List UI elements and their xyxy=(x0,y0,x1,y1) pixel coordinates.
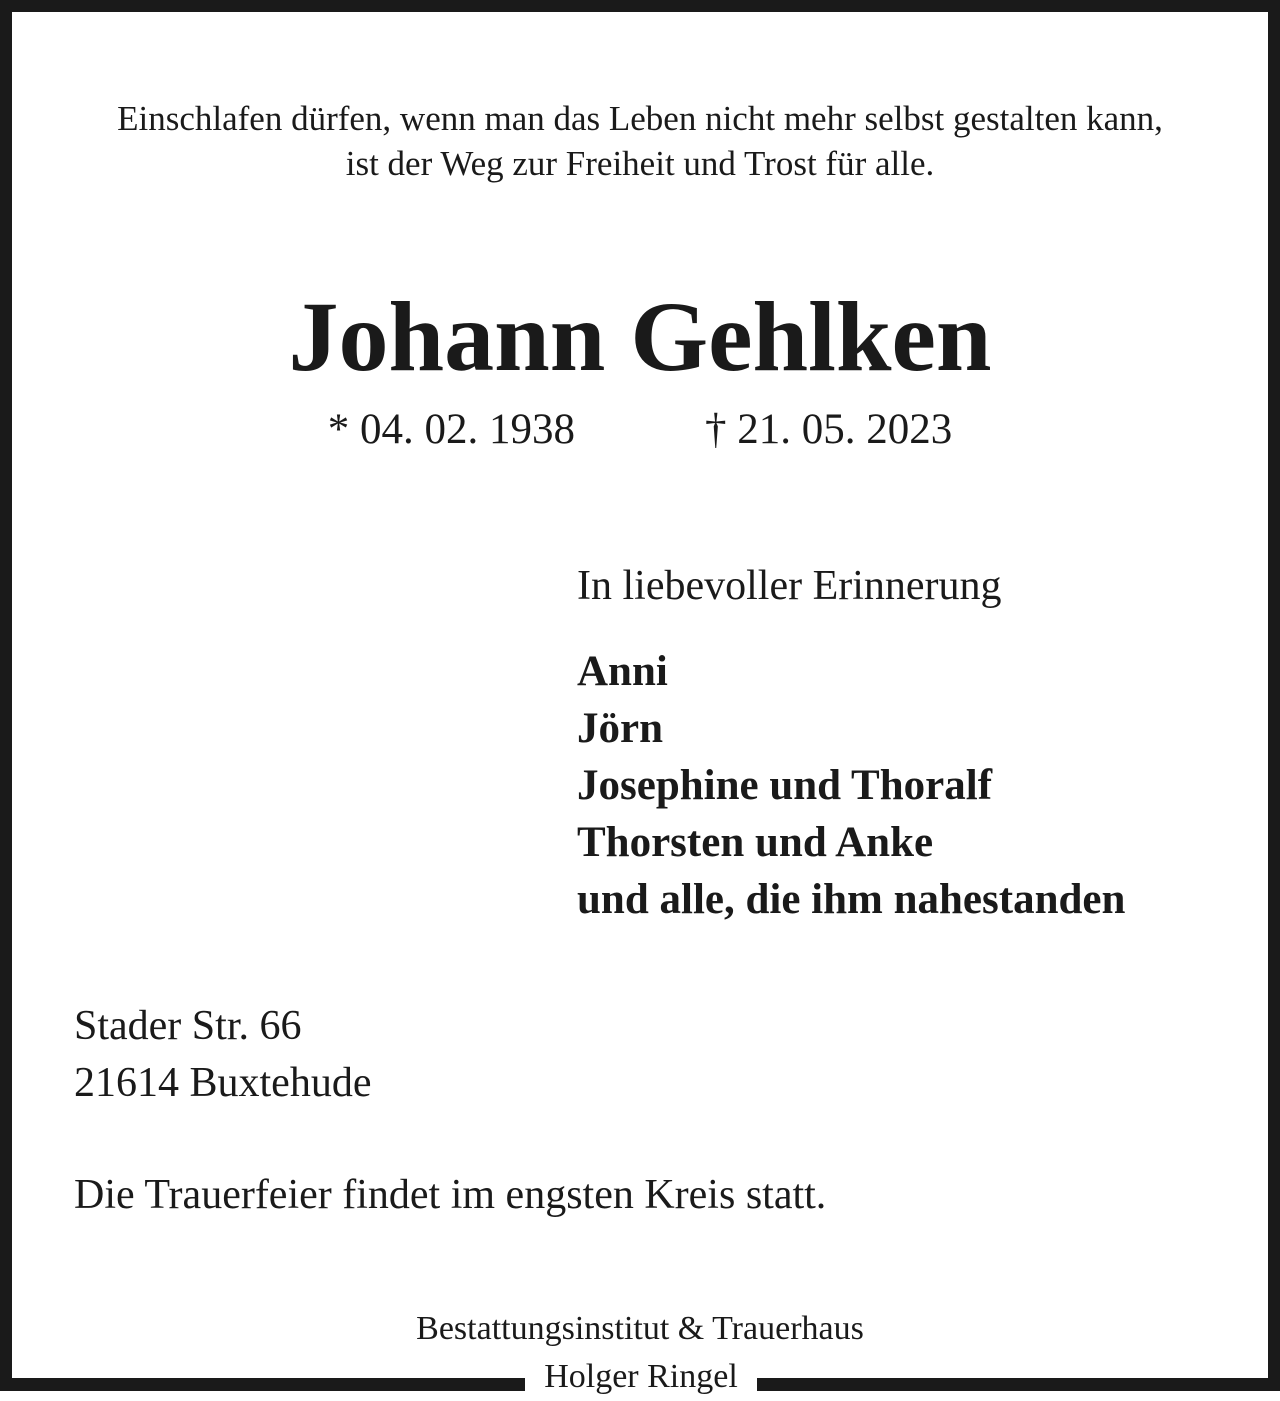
mourner-entry: Josephine und Thoralf xyxy=(577,762,993,809)
life-dates xyxy=(0,404,1280,456)
ceremony-note: Die Trauerfeier findet im engsten Kreis statt. xyxy=(74,1172,827,1218)
mourner-entry: und alle, die ihm nahestanden xyxy=(577,876,1126,923)
frame-border-bottom-left xyxy=(0,1378,525,1391)
mourner-entry: Anni xyxy=(577,648,668,695)
frame-border-bottom-right xyxy=(757,1378,1280,1391)
mourner-entry: Thorsten und Anke xyxy=(577,819,934,866)
motto-line: ist der Weg zur Freiheit und Trost für alle. xyxy=(345,144,935,183)
remembrance-line: In liebevoller Erinnerung xyxy=(577,563,1002,609)
birth-date: * 04. 02. 1938 xyxy=(327,406,575,453)
mourners-list xyxy=(577,643,1125,928)
frame-border-top xyxy=(0,0,1280,12)
address-block xyxy=(74,998,371,1112)
deceased-name: Johann Gehlken xyxy=(288,281,992,392)
frame-border-right xyxy=(1268,0,1280,1391)
undertaker-title: Bestattungsinstitut & Trauerhaus xyxy=(416,1310,864,1347)
motto-quote xyxy=(0,96,1280,186)
frame-border-left xyxy=(0,0,12,1391)
undertaker-name: Holger Ringel xyxy=(544,1358,738,1395)
address-street: Stader Str. 66 xyxy=(74,1003,302,1049)
death-date: † 21. 05. 2023 xyxy=(705,406,953,453)
motto-line: Einschlafen dürfen, wenn man das Leben nicht mehr selbst gestalten kann, xyxy=(117,99,1163,138)
address-city: 21614 Buxtehude xyxy=(74,1060,372,1106)
mourner-entry: Jörn xyxy=(577,705,663,752)
